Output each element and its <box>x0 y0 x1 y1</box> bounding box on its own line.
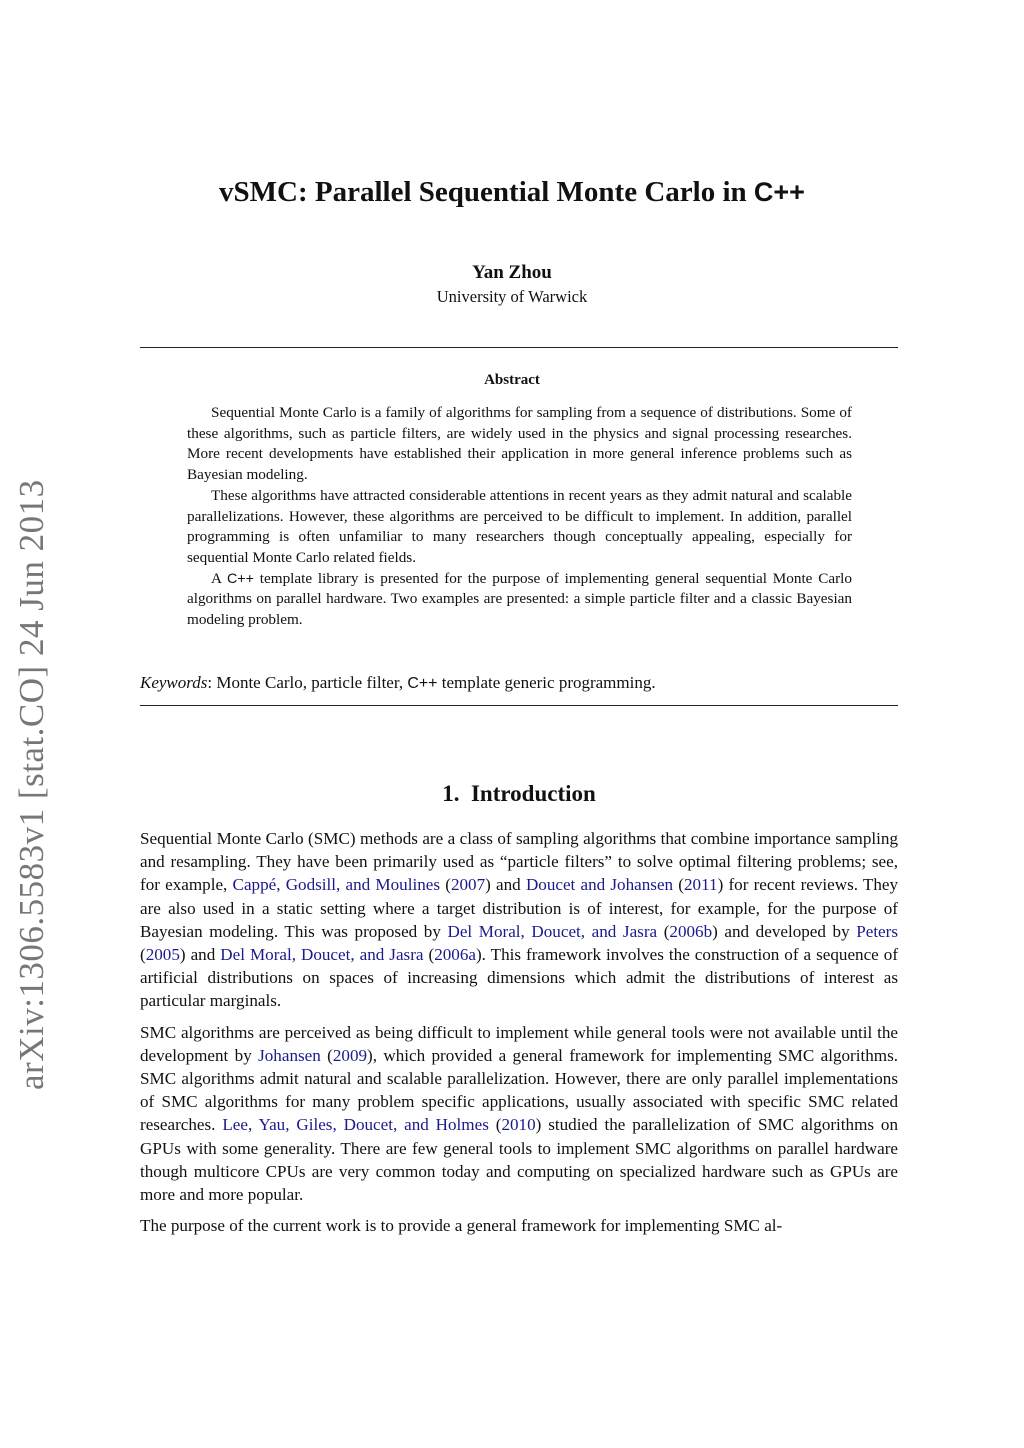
text-run: ( <box>423 945 435 965</box>
abstract-body <box>187 403 852 631</box>
citation-year-link[interactable]: 2010 <box>501 1115 536 1135</box>
text-run: ), which provided a general framework for implementing SMC algorithms. SMC algorithms admit natural and scalable parallelization. However, there are only parallel implementations of SMC algorithms for many problem specific applications, usually associated with specific SMC related researches. <box>140 1045 899 1135</box>
abstract-p3-cpp: C++ <box>226 570 254 587</box>
citation-link[interactable]: Del Moral, Doucet, and Jasra <box>447 921 658 941</box>
intro-paragraph-2 <box>140 1021 898 1207</box>
text-run: ) and developed by <box>712 921 857 941</box>
abstract-p3-post: template library is presented for the purpose of implementing general sequential Monte Carlo algorithms on parallel hardware. Two examples are presented: a simple particle filter and a classic Bayesian modeling problem. <box>187 569 853 629</box>
citation-year-link[interactable]: 2011 <box>684 875 718 895</box>
citation-year-link[interactable]: 2006a <box>434 945 476 965</box>
abstract-top-rule <box>140 347 898 348</box>
text-run: ) for recent reviews. They are also used in a static setting where a target distribution is of interest, for example, for the purpose of Bayesian modeling. This was proposed by <box>140 875 899 941</box>
keywords-pre: : Monte Carlo, particle filter, <box>207 673 408 692</box>
keywords-line <box>140 673 656 693</box>
text-run: Sequential Monte Carlo (SMC) methods are a class of sampling algorithms that combine importance sampling and resampling. They have been primarily used as “particle filters” to solve optimal filtering problems; see, for example, <box>140 829 898 895</box>
text-run: ( <box>673 875 684 895</box>
intro-paragraph-1 <box>140 827 898 1013</box>
keywords-cpp: C++ <box>407 675 438 692</box>
citation-year-link[interactable]: 2006b <box>669 921 713 941</box>
citation-year-link[interactable]: 2007 <box>450 875 486 895</box>
author-affiliation: University of Warwick <box>436 287 588 306</box>
citation-link[interactable]: Johansen <box>258 1045 321 1065</box>
citation-link[interactable]: Lee, Yau, Giles, Doucet, and Holmes <box>222 1115 489 1135</box>
citation-year-link[interactable]: 2009 <box>332 1045 368 1065</box>
text-run: ( <box>320 1045 333 1065</box>
title-cpp: C++ <box>753 177 805 207</box>
introduction-body <box>140 827 898 1245</box>
text-run: SMC algorithms are perceived as being difficult to implement while general tools were not available until the development by <box>140 1022 898 1065</box>
intro-paragraph-3: The purpose of the current work is to provide a general framework for implementing SMC al- <box>140 1216 783 1236</box>
abstract-bottom-rule <box>140 705 898 706</box>
text-run: ( <box>440 875 451 895</box>
text-run: ( <box>657 921 670 941</box>
text-run: ( <box>488 1115 502 1135</box>
citation-link[interactable]: Cappé, Godsill, and Moulines <box>232 875 441 895</box>
text-run: ). This framework involves the construction of a sequence of artificial distributions on spaces of increasing dimensions which admit the distributions of interest as particular marginals. <box>140 945 899 1011</box>
section-number: 1. <box>442 781 460 806</box>
text-run: ( <box>140 945 146 965</box>
arxiv-identifier-stamp: arXiv:1306.5583v1 [stat.CO] 24 Jun 2013 <box>12 479 51 1090</box>
text-run: ) and <box>179 945 221 965</box>
abstract-p3-pre: A <box>211 569 227 587</box>
paper-title <box>0 176 1024 209</box>
citation-link[interactable]: Del Moral, Doucet, and Jasra <box>220 945 424 965</box>
citation-link[interactable]: Doucet and Johansen <box>525 875 674 895</box>
abstract-paragraph-3 <box>187 569 852 631</box>
keywords-label: Keywords <box>140 673 208 692</box>
section-heading-introduction <box>0 781 1024 807</box>
text-run: ) studied the parallelization of SMC algorithms on GPUs with some generality. There are few general tools to implement SMC algorithms on parallel hardware though multicore CPUs are very common today and computing on specialized hardware such as GPUs are more and more popular. <box>140 1115 899 1205</box>
abstract-heading: Abstract <box>484 372 540 388</box>
author-name: Yan Zhou <box>472 262 552 283</box>
abstract-paragraph-2: These algorithms have attracted considerable attentions in recent years as they admit natural and scalable parallelizations. However, these algorithms are perceived to be difficult to implement. In addition, parallel programming is often unfamiliar to many researchers though conceptually appealing, especially for sequential Monte Carlo related fields. <box>187 486 852 566</box>
text-run: ) and <box>485 875 526 895</box>
section-title: Introduction <box>470 781 596 806</box>
title-main: vSMC: Parallel Sequential Monte Carlo in <box>219 176 754 208</box>
abstract-paragraph-1: Sequential Monte Carlo is a family of algorithms for sampling from a sequence of distributions. Some of these algorithms, such as particle filters, are widely used in the physics and signal processing researches. More recent developments have established their application in more general inference problems such as Bayesian modeling. <box>187 404 852 484</box>
citation-year-link[interactable]: 2005 <box>145 945 180 965</box>
keywords-post: template generic programming. <box>437 673 656 692</box>
citation-link[interactable]: Peters <box>856 921 898 941</box>
